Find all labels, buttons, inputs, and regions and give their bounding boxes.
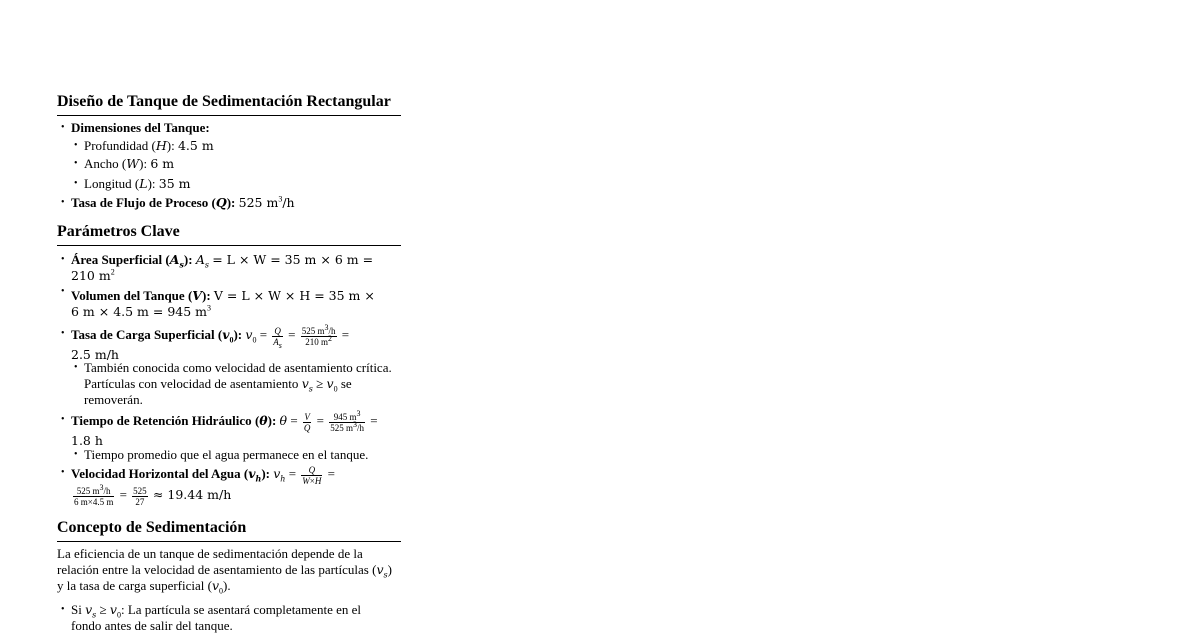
fraction: $\frac{945 m^3}{525 m^3/h}$ [330, 409, 365, 433]
tank-spec-list [57, 120, 401, 211]
fraction: $\frac{V}{Q}$ [303, 412, 311, 433]
fraction: $\frac{Q}{W\times H}$ [302, 465, 322, 486]
list-item: • Volumen del Tanque (V): V = L × W × H = 35 m × 6 m × 4.5 m = 945 $m^3$ [57, 284, 401, 326]
list-item: • Si $v_s \ge v_0$: La partícula se asentará completamente en el fondo antes de salir del tanque. [57, 602, 401, 634]
list-item: • Dimensiones del Tanque: [57, 120, 401, 138]
list-item: • Profundidad (H): 4.5 m [70, 138, 401, 156]
list-item: • También conocida como velocidad de asentamiento crítica. Partículas con velocidad de asentamiento $v_s \ge v_0$ se removerán. [70, 360, 401, 408]
list-item: • Tiempo promedio que el agua permanece en el tanque. [70, 447, 401, 465]
list-item: • Tasa de Carga Superficial $(v_0)$: $v_0$ = $\frac{Q}{A_s}$ = $\frac{525 m^3/h}{210 m^2}$ = 2.5 m/h [57, 326, 401, 360]
fraction: $\frac{525 m^3/h}{6 m\times 4.5 m}$ [74, 483, 114, 507]
concept-list [57, 602, 401, 634]
parameters-list [57, 252, 401, 507]
list-item: • Ancho (W): 6 m [70, 156, 401, 176]
list-item: • Velocidad Horizontal del Agua $(v_h)$: $v_h$ = $\frac{Q}{W\times H}$ = $\frac{525 m^3/h}{6 m\times 4.5 m}$ = $\frac{525}{27}$ ≈ 19.44 m/h [57, 465, 401, 507]
fraction: $\frac{525}{27}$ [133, 486, 147, 507]
list-item: • Longitud (L): 35 m [70, 176, 401, 195]
section-title-design: Diseño de Tanque de Sedimentación Rectangular [57, 92, 401, 116]
list-item: • Tiempo de Retención Hidráulico (θ): θ = $\frac{V}{Q}$ = $\frac{945 m^3}{525 m^3/h}$ = 1.8 h [57, 412, 401, 447]
list-item: • Área Superficial $(A_s)$: $A_s = L \times W = 35$ m × 6 m = 210 $m^2$ [57, 252, 401, 284]
fraction: $\frac{Q}{A_s}$ [273, 326, 282, 350]
section-title-concept: Concepto de Sedimentación [57, 518, 401, 542]
section-title-parameters: Parámetros Clave [57, 222, 401, 246]
concept-paragraph: La eficiencia de un tanque de sedimentación depende de la relación entre la velocidad de asentamiento de las partículas $(v_s)$ y la tasa de carga superficial $(v_0)$. [57, 546, 392, 596]
list-item: • Tasa de Flujo de Proceso (Q): 525 $m^3/h$ [57, 195, 401, 211]
fraction: $\frac{525 m^3/h}{210 m^2}$ [301, 323, 336, 347]
